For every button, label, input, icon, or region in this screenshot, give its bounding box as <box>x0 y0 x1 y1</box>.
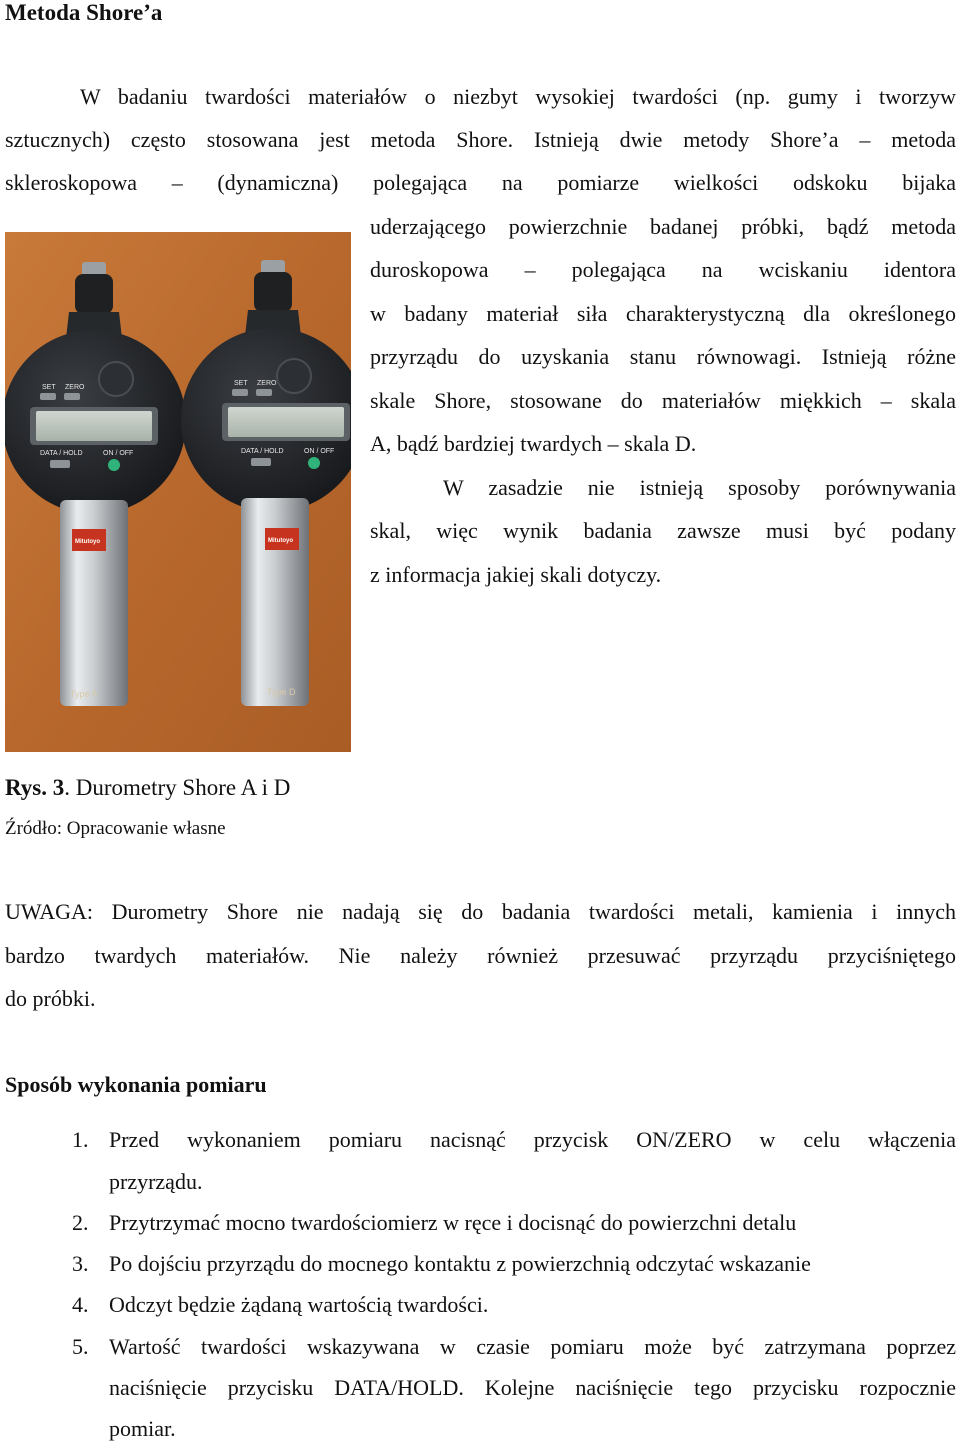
warning-line: do próbki. <box>5 986 96 1011</box>
zero-label: ZERO <box>65 384 85 391</box>
paragraph-line: z informacja jakiej skali dotyczy. <box>370 562 662 587</box>
on-off-label: ON / OFF <box>304 448 335 455</box>
type-label: Type D <box>267 687 296 697</box>
step-number: 5. <box>72 1334 89 1359</box>
data-hold-label: DATA / HOLD <box>241 448 284 455</box>
paragraph-line: skale Shore, stosowane do materiałów miękkich – skala <box>370 388 956 413</box>
paragraph-line: W zasadzie nie istnieją sposoby porównywania <box>443 475 956 500</box>
set-label: SET <box>234 380 248 387</box>
section-title: Metoda Shore’a <box>5 0 163 25</box>
durometers-photo <box>5 232 351 752</box>
paragraph-line: uderzającego powierzchnie badanej próbki, bądź metoda <box>370 214 956 239</box>
zero-label: ZERO <box>257 380 277 387</box>
figure-title: . Durometry Shore A i D <box>64 775 291 800</box>
step-text: przyrządu. <box>109 1169 203 1194</box>
procedure-heading: Sposób wykonania pomiaru <box>5 1072 267 1097</box>
data-hold-label: DATA / HOLD <box>40 450 83 457</box>
set-label: SET <box>42 384 56 391</box>
step-number: 1. <box>72 1127 89 1152</box>
paragraph-line: przyrządu do uzyskania stanu równowagi. Istnieją różne <box>370 344 956 369</box>
figure-label: Rys. 3 <box>5 775 65 800</box>
step-text: Po dojściu przyrządu do mocnego kontaktu z powierzchnią odczytać wskazanie <box>109 1251 811 1276</box>
brand-label: Mitutoyo <box>268 538 293 544</box>
paragraph-line: duroskopowa – polegająca na wciskaniu identora <box>370 257 956 282</box>
step-number: 4. <box>72 1292 89 1317</box>
paragraph-line: w badany materiał siła charakterystyczną dla określonego <box>370 301 956 326</box>
paragraph-line: sztucznych) często stosowana jest metoda Shore. Istnieją dwie metody Shore’a – metoda <box>5 127 956 152</box>
step-text: Przytrzymać mocno twardościomierz w ręce i docisnąć do powierzchni detalu <box>109 1210 797 1235</box>
step-text: Odczyt będzie żądaną wartością twardości. <box>109 1292 489 1317</box>
on-off-label: ON / OFF <box>103 450 134 457</box>
paragraph-line: skleroskopowa – (dynamiczna) polegająca na pomiarze wielkości odskoku bijaka <box>5 170 956 195</box>
paragraph-line: skal, więc wynik badania zawsze musi być podany <box>370 518 956 543</box>
step-text: pomiar. <box>109 1416 176 1441</box>
figure-source: Źródło: Opracowanie własne <box>5 818 226 839</box>
paragraph-line: W badaniu twardości materiałów o niezbyt wysokiej twardości (np. gumy i tworzyw <box>80 84 956 109</box>
paragraph-line: A, bądź bardziej twardych – skala D. <box>370 431 697 456</box>
warning-line: UWAGA: Durometry Shore nie nadają się do badania twardości metali, kamienia i innych <box>5 899 956 924</box>
step-text: Wartość twardości wskazywana w czasie pomiaru może być zatrzymana poprzez <box>109 1334 956 1359</box>
step-number: 2. <box>72 1210 89 1235</box>
step-text: naciśnięcie przycisku DATA/HOLD. Kolejne naciśnięcie tego przycisku rozpocznie <box>109 1375 956 1400</box>
type-label: Type A <box>70 689 98 699</box>
step-number: 3. <box>72 1251 89 1276</box>
warning-line: bardzo twardych materiałów. Nie należy również przesuwać przyrządu przyciśniętego <box>5 943 956 968</box>
step-text: Przed wykonaniem pomiaru nacisnąć przycisk ON/ZERO w celu włączenia <box>109 1127 956 1152</box>
figure-caption <box>5 775 290 801</box>
brand-label: Mitutoyo <box>75 539 100 545</box>
